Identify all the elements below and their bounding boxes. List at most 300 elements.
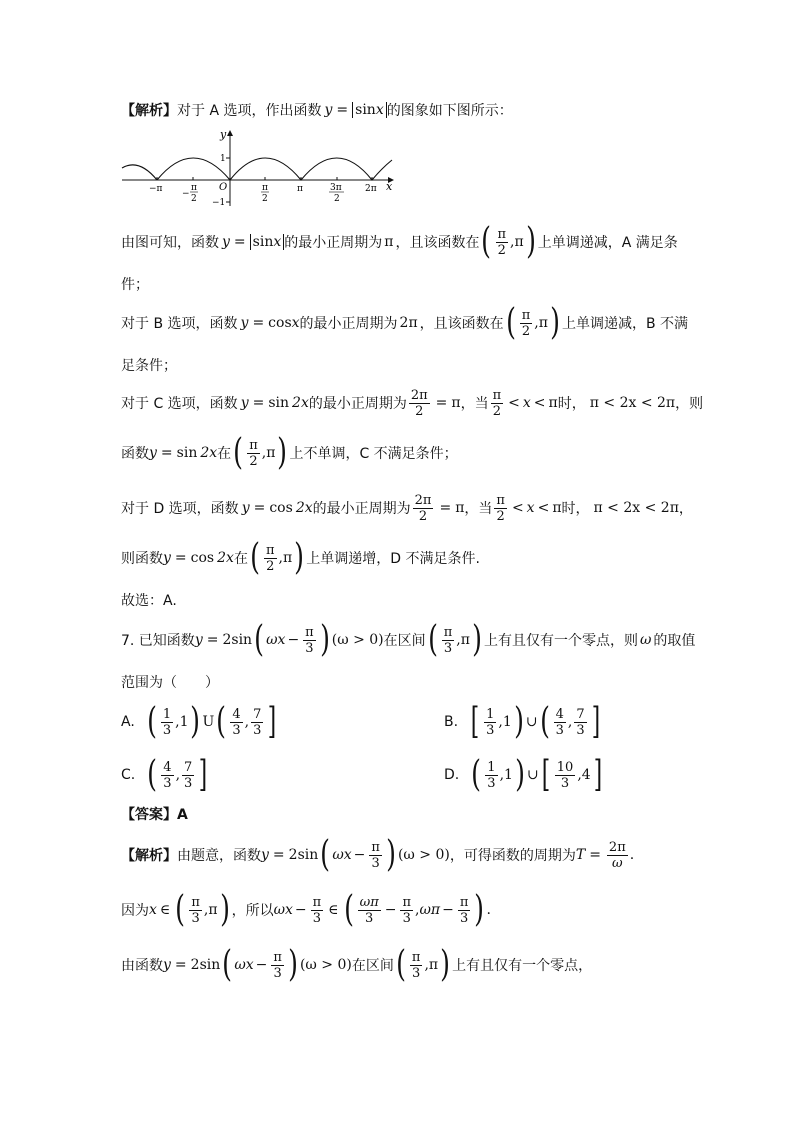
abs-sinx bbox=[352, 102, 387, 118]
num: 4 bbox=[581, 767, 591, 783]
math-minus: − bbox=[384, 902, 397, 918]
text: 上单调递增，D 不满足条件. bbox=[306, 551, 480, 567]
fraction bbox=[413, 493, 434, 524]
graph-tick-half-den: 2 bbox=[262, 194, 268, 204]
math-in: ∈ bbox=[328, 902, 339, 918]
frac-num: 7 bbox=[576, 706, 585, 722]
frac-num: 4 bbox=[232, 706, 241, 722]
text: ，当 bbox=[464, 501, 493, 517]
paren-open: ( bbox=[175, 889, 186, 930]
frac-den: 3 bbox=[305, 640, 314, 656]
text: ，所以 bbox=[231, 903, 274, 919]
graph-y-one: 1 bbox=[220, 154, 226, 164]
math-var: x bbox=[526, 500, 535, 516]
math-eq: = bbox=[233, 234, 246, 250]
paren-open: ( bbox=[343, 889, 354, 930]
text: 的取值 bbox=[653, 633, 696, 649]
paren-open: ( bbox=[147, 754, 158, 795]
text: 因为 bbox=[121, 903, 149, 919]
frac-den: 2 bbox=[266, 558, 275, 574]
text: 对于 C 选项，函数 bbox=[121, 396, 238, 412]
frac-den: 3 bbox=[443, 640, 453, 656]
graph-tick-3half-den: 2 bbox=[334, 194, 340, 204]
fraction bbox=[271, 950, 284, 981]
frac-den: 3 bbox=[576, 722, 585, 738]
bracket-close: ] bbox=[593, 754, 602, 795]
coef: 2 bbox=[190, 957, 200, 973]
frac-num: 1 bbox=[487, 759, 496, 775]
text: 上不单调，C 不满足条件； bbox=[289, 446, 458, 462]
num: 1 bbox=[504, 767, 513, 783]
math-eq: = bbox=[206, 632, 219, 648]
frac-num: 10 bbox=[556, 759, 574, 775]
math-var: 2x bbox=[217, 550, 234, 566]
graph-tick-neg-half-sign: − bbox=[182, 189, 190, 199]
fraction bbox=[494, 493, 507, 524]
fraction bbox=[189, 895, 202, 926]
math-var: ωx bbox=[234, 957, 254, 973]
frac-den: 3 bbox=[163, 775, 172, 791]
frac-num: π bbox=[305, 624, 314, 640]
text: 的最小正周期为 bbox=[308, 396, 407, 412]
text: ，且该函数在 bbox=[419, 316, 504, 332]
frac-num: π bbox=[191, 894, 200, 910]
math-var: y bbox=[240, 395, 249, 411]
analysis-line-6 bbox=[121, 383, 703, 423]
fraction bbox=[182, 760, 194, 791]
math-fn: cos bbox=[190, 550, 215, 566]
comma: , bbox=[567, 714, 573, 730]
text: 的图象如下图所示： bbox=[386, 103, 513, 119]
graph-y-neg-one: −1 bbox=[212, 198, 226, 208]
fraction bbox=[484, 707, 496, 738]
frac-num: π bbox=[249, 437, 258, 453]
frac-den: 3 bbox=[312, 910, 322, 926]
math-var: y bbox=[149, 445, 157, 461]
math-eq: = bbox=[272, 847, 285, 863]
text: ， bbox=[678, 501, 693, 517]
paren-open: ( bbox=[505, 302, 516, 343]
comma: , bbox=[415, 902, 420, 918]
fraction bbox=[369, 840, 382, 871]
math-minus: − bbox=[353, 847, 366, 863]
option-label: C. bbox=[121, 767, 136, 783]
comma: , bbox=[261, 445, 267, 461]
fraction bbox=[485, 760, 497, 791]
answer-line bbox=[121, 794, 188, 834]
comma: , bbox=[534, 315, 539, 331]
frac-num: π bbox=[265, 542, 275, 558]
text: 在 bbox=[217, 446, 232, 462]
fraction bbox=[554, 707, 566, 738]
frac-den: 3 bbox=[184, 775, 193, 791]
option-a[interactable] bbox=[121, 702, 279, 742]
text: 上单调递减，A 满足条 bbox=[537, 235, 678, 251]
comma: , bbox=[424, 957, 429, 973]
text: 函数 bbox=[121, 446, 149, 462]
comma: , bbox=[203, 902, 209, 918]
graph-y-label: y bbox=[220, 128, 227, 141]
math-inequality: π < 2x < 2π bbox=[593, 500, 679, 516]
frac-num: π bbox=[521, 307, 531, 323]
paren-open: ( bbox=[146, 701, 157, 742]
math-pi: π bbox=[266, 445, 276, 461]
frac-num: 4 bbox=[555, 706, 564, 722]
frac-den: 3 bbox=[253, 722, 262, 738]
text: ，当 bbox=[460, 396, 489, 412]
paren-close: ) bbox=[219, 889, 230, 930]
math-in: ∈ bbox=[159, 902, 171, 918]
option-label: D. bbox=[444, 767, 460, 783]
frac-num: π bbox=[371, 839, 380, 855]
graph-tick-2pi: 2π bbox=[365, 184, 377, 194]
frac-num: ωπ bbox=[359, 894, 379, 910]
analysis-line-3 bbox=[121, 264, 149, 304]
text: 由题意，函数 bbox=[177, 848, 261, 864]
text: 则函数 bbox=[121, 551, 163, 567]
frac-den: 3 bbox=[560, 775, 570, 791]
paren-close: ) bbox=[319, 619, 330, 660]
comma: , bbox=[175, 714, 180, 730]
union: U bbox=[202, 714, 215, 730]
text: 由图可知，函数 bbox=[121, 235, 219, 251]
math-var: T bbox=[575, 847, 586, 863]
graph-x-label: x bbox=[386, 180, 393, 193]
q7-analysis-line-1 bbox=[121, 835, 634, 875]
math-fn bbox=[191, 957, 221, 973]
fraction bbox=[251, 707, 263, 738]
comma: , bbox=[499, 767, 505, 783]
text: 由函数 bbox=[121, 958, 163, 974]
q7-analysis-line-3 bbox=[121, 945, 592, 985]
math-pi: π bbox=[538, 315, 548, 331]
math-eq: = bbox=[252, 395, 265, 411]
math-pi: π bbox=[455, 500, 465, 516]
math-var: y bbox=[163, 957, 171, 973]
comma: , bbox=[498, 714, 503, 730]
text: 对于 D 选项，函数 bbox=[121, 501, 239, 517]
math-pi: π bbox=[552, 500, 562, 516]
math-var: ωx bbox=[266, 632, 286, 648]
comma: , bbox=[577, 767, 582, 783]
union: ∪ bbox=[526, 767, 539, 783]
option-label: B. bbox=[444, 714, 459, 730]
fraction bbox=[247, 438, 260, 469]
frac-den: 3 bbox=[371, 855, 380, 871]
paren-close: ) bbox=[515, 754, 525, 795]
text: ，且该函数在 bbox=[395, 235, 480, 251]
frac-den: 3 bbox=[365, 910, 374, 926]
num: 1 bbox=[502, 714, 512, 730]
math-var: ωx bbox=[332, 847, 352, 863]
math-fn: sin bbox=[355, 102, 376, 118]
fn: sin bbox=[231, 632, 253, 648]
text: ，可得函数的周期为 bbox=[449, 848, 576, 864]
bracket-close: ] bbox=[591, 701, 600, 742]
frac-den: ω bbox=[612, 855, 623, 871]
math-minus: − bbox=[442, 902, 454, 918]
coef: 2 bbox=[222, 632, 232, 648]
graph-tick-pi: π bbox=[297, 184, 303, 194]
math-eq: = bbox=[589, 847, 601, 863]
fn: sin bbox=[199, 957, 221, 973]
fraction bbox=[458, 895, 471, 926]
paren-open: ( bbox=[427, 619, 438, 660]
math-pi: π bbox=[428, 957, 439, 973]
math-lt: < bbox=[533, 395, 546, 411]
text: 时， bbox=[561, 501, 590, 517]
math-eq: = bbox=[435, 395, 448, 411]
paren-close: ) bbox=[277, 432, 288, 473]
paren-open: ( bbox=[222, 944, 233, 985]
bracket-open: [ bbox=[541, 754, 550, 795]
text: 的最小正周期为 bbox=[299, 316, 398, 332]
fraction bbox=[311, 895, 324, 926]
analysis-label: 【解析】 bbox=[121, 848, 177, 864]
analysis-line-10 bbox=[121, 580, 177, 620]
frac-num: π bbox=[492, 387, 502, 403]
fraction bbox=[358, 895, 381, 926]
math-pi: π bbox=[282, 550, 293, 566]
comma: , bbox=[244, 714, 250, 730]
math-minus: − bbox=[294, 902, 307, 918]
graph-tick-neg-half-den: 2 bbox=[191, 194, 197, 204]
text: 对于 B 选项，函数 bbox=[121, 316, 238, 332]
math-fn: sin bbox=[252, 234, 274, 250]
frac-num: π bbox=[402, 894, 412, 910]
text: 上有且仅有一个零点， bbox=[452, 958, 593, 974]
bracket-close: ] bbox=[199, 754, 208, 795]
fraction bbox=[520, 308, 533, 339]
graph-origin: O bbox=[219, 182, 228, 193]
math-fn: sin bbox=[176, 445, 198, 461]
math-lt: < bbox=[511, 500, 524, 516]
math-var: ωπ bbox=[419, 902, 441, 918]
text: 上单调递减，B 不满 bbox=[561, 316, 689, 332]
math-cond: (ω > 0) bbox=[397, 847, 450, 863]
frac-den: 2 bbox=[418, 508, 428, 524]
graph-curve bbox=[122, 158, 392, 180]
frac-den: 2 bbox=[249, 453, 258, 469]
frac-num: π bbox=[497, 226, 507, 242]
q7-analysis-line-2 bbox=[121, 890, 491, 930]
text: 对于 A 选项，作出函数 bbox=[177, 103, 322, 119]
paren-open: ( bbox=[250, 537, 260, 578]
math-cond: (ω > 0) bbox=[299, 957, 352, 973]
paren-open: ( bbox=[233, 432, 244, 473]
math-pi: π bbox=[451, 395, 461, 411]
question-7-line-2 bbox=[121, 662, 219, 702]
math-var: ωx bbox=[273, 902, 293, 918]
paren-open: ( bbox=[216, 701, 227, 742]
analysis-line-7 bbox=[121, 433, 458, 473]
frac-num: π bbox=[411, 949, 421, 965]
graph-tick-neg-pi: −π bbox=[149, 184, 163, 194]
frac-den: 3 bbox=[487, 775, 496, 791]
math-var: ω bbox=[639, 632, 652, 648]
math-fn: cos bbox=[268, 315, 292, 331]
math-fn bbox=[222, 632, 252, 648]
math-eq: = bbox=[174, 957, 187, 973]
math-eq: = bbox=[252, 315, 265, 331]
answer: 【答案】A bbox=[121, 807, 188, 823]
frac-num: π bbox=[312, 894, 322, 910]
frac-num: π bbox=[459, 894, 469, 910]
fraction bbox=[491, 388, 504, 419]
fraction bbox=[409, 388, 430, 419]
option-d[interactable] bbox=[444, 755, 605, 795]
frac-den: 2 bbox=[415, 403, 424, 419]
paren-open: ( bbox=[320, 834, 331, 875]
math-fn: cos bbox=[269, 500, 293, 516]
bracket-open: [ bbox=[470, 701, 480, 742]
frac-num: 2π bbox=[414, 492, 432, 508]
text: ，则 bbox=[675, 396, 704, 412]
math-var: x bbox=[291, 315, 300, 331]
fn: sin bbox=[297, 847, 319, 863]
paren-open: ( bbox=[395, 944, 406, 985]
num: 1 bbox=[179, 714, 189, 730]
math-var: y bbox=[241, 500, 250, 516]
paren-open: ( bbox=[471, 754, 482, 795]
graph-tick-neg-half-num: π bbox=[191, 183, 197, 193]
math-var: y bbox=[222, 234, 230, 250]
fraction bbox=[607, 840, 628, 871]
text: 的最小正周期为 bbox=[284, 235, 383, 251]
math-pi: π bbox=[548, 395, 558, 411]
frac-num: 1 bbox=[162, 706, 172, 722]
frac-den: 3 bbox=[273, 965, 282, 981]
text: 时， bbox=[557, 396, 586, 412]
math-2pi: 2π bbox=[399, 315, 418, 331]
text: 足条件； bbox=[121, 358, 177, 374]
paren-close: ) bbox=[550, 302, 560, 343]
math-var: y bbox=[194, 632, 203, 648]
fraction bbox=[442, 625, 455, 656]
math-cond: (ω > 0) bbox=[331, 632, 384, 648]
text: 的最小正周期为 bbox=[312, 501, 411, 517]
bracket-close: ] bbox=[268, 701, 277, 742]
paren-close: ) bbox=[474, 889, 485, 930]
math-var: x bbox=[273, 234, 282, 250]
frac-den: 3 bbox=[459, 910, 469, 926]
option-c[interactable] bbox=[121, 755, 210, 795]
math-fn: sin bbox=[268, 395, 290, 411]
paren-open: ( bbox=[539, 701, 550, 742]
frac-num: 1 bbox=[486, 706, 495, 722]
abs-sin-graph bbox=[120, 128, 395, 208]
paren-close: ) bbox=[513, 701, 524, 742]
paren-close: ) bbox=[472, 619, 482, 660]
fraction bbox=[496, 227, 509, 258]
analysis-line-2 bbox=[121, 222, 678, 262]
math-lt: < bbox=[508, 395, 520, 411]
fraction bbox=[161, 707, 173, 738]
frac-num: 4 bbox=[163, 759, 172, 775]
text: 上有且仅有一个零点，则 bbox=[483, 633, 638, 649]
text: 故选：A. bbox=[121, 593, 177, 609]
fraction bbox=[264, 543, 277, 574]
coef: 2 bbox=[288, 847, 298, 863]
math-var: x bbox=[149, 902, 157, 918]
paren-close: ) bbox=[190, 701, 201, 742]
frac-den: 3 bbox=[555, 722, 564, 738]
analysis-line-1 bbox=[121, 90, 513, 130]
question-7-line-1 bbox=[121, 620, 695, 660]
paren-open: ( bbox=[254, 619, 265, 660]
math-var: x bbox=[522, 395, 531, 411]
math-pi: π bbox=[460, 632, 470, 648]
frac-den: 2 bbox=[521, 323, 531, 339]
math-eq: = bbox=[174, 550, 187, 566]
graph-tick-3half-num: 3π bbox=[330, 183, 342, 193]
frac-num: 7 bbox=[253, 706, 262, 722]
fraction bbox=[555, 760, 576, 791]
frac-num: π bbox=[273, 949, 282, 965]
analysis-line-4 bbox=[121, 303, 688, 343]
math-var: y bbox=[324, 102, 333, 118]
union: ∪ bbox=[525, 714, 538, 730]
math-var: 2x bbox=[295, 500, 313, 516]
paren-close: ) bbox=[288, 944, 298, 985]
period: . bbox=[629, 847, 635, 863]
math-minus: − bbox=[287, 632, 300, 648]
math-var: 2x bbox=[200, 445, 218, 461]
graph-tick-half-num: π bbox=[262, 183, 268, 193]
fraction bbox=[161, 760, 173, 791]
paren-close: ) bbox=[525, 221, 536, 262]
frac-num: π bbox=[443, 624, 453, 640]
text: 在区间 bbox=[351, 958, 394, 974]
comma: , bbox=[456, 632, 461, 648]
text: 在区间 bbox=[383, 633, 426, 649]
analysis-line-5 bbox=[121, 345, 177, 385]
math-var: 2x bbox=[292, 395, 309, 411]
option-label: A. bbox=[121, 714, 135, 730]
math-fn bbox=[289, 847, 319, 863]
math-lt: < bbox=[537, 500, 550, 516]
fraction bbox=[303, 625, 316, 656]
comma: , bbox=[278, 550, 283, 566]
text: 7. 已知函数 bbox=[121, 633, 195, 649]
math-eq: = bbox=[336, 102, 349, 118]
abs-sinx bbox=[250, 234, 285, 250]
paren-close: ) bbox=[440, 944, 451, 985]
comma: , bbox=[510, 234, 515, 250]
comma: , bbox=[175, 767, 181, 783]
frac-den: 2 bbox=[497, 242, 506, 258]
text: 件； bbox=[121, 277, 149, 293]
option-b[interactable] bbox=[444, 702, 603, 742]
frac-den: 2 bbox=[492, 403, 502, 419]
fraction bbox=[574, 707, 586, 738]
frac-den: 3 bbox=[162, 722, 172, 738]
frac-num: π bbox=[496, 492, 505, 508]
text: 在 bbox=[233, 551, 248, 567]
analysis-label: 【解析】 bbox=[121, 103, 177, 119]
paren-close: ) bbox=[386, 834, 396, 875]
analysis-line-8 bbox=[121, 488, 693, 528]
math-pi: π bbox=[208, 902, 218, 918]
period: . bbox=[486, 902, 491, 918]
math-eq: = bbox=[160, 445, 173, 461]
fraction bbox=[230, 707, 242, 738]
text: 范围为（ ） bbox=[121, 675, 219, 691]
math-pi: π bbox=[384, 234, 394, 250]
fraction bbox=[400, 895, 413, 926]
math-eq: = bbox=[439, 500, 452, 516]
frac-num: 2π bbox=[608, 839, 626, 855]
